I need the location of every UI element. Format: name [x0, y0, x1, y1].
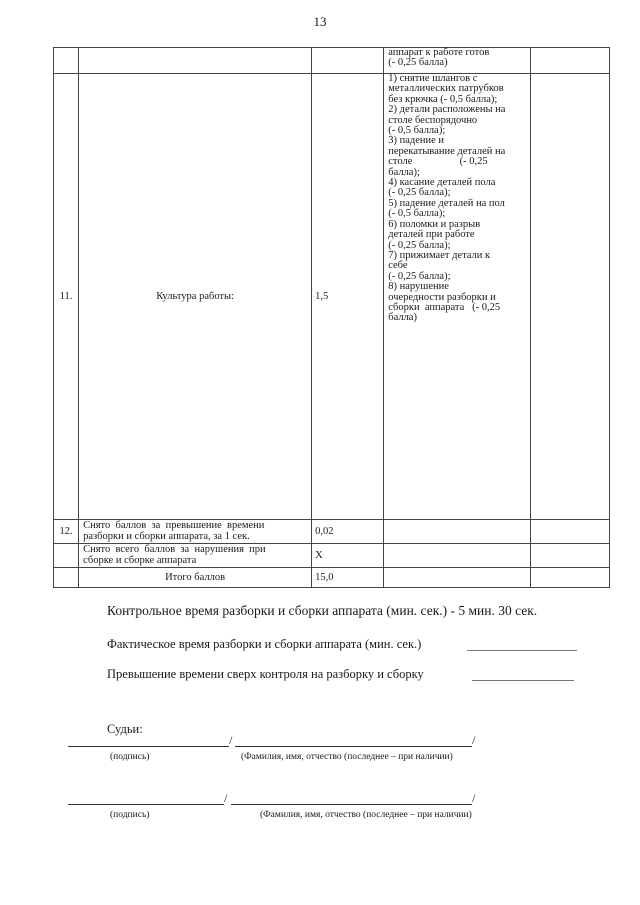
deduction-line: 3) падение и — [388, 135, 445, 147]
deduction-line: балла); — [388, 166, 420, 178]
deduction-line: 1) снятие шлангов с — [388, 73, 478, 84]
row-points — [312, 48, 384, 74]
score-table — [53, 47, 610, 588]
separator-slash: / — [472, 733, 476, 747]
deduction-line: (- 0,5 балла); — [388, 208, 446, 220]
row-deductions — [384, 568, 530, 588]
deduction-line: 2) детали расположены на — [388, 104, 506, 116]
deduction-line: (- 0,5 балла); — [388, 125, 446, 137]
deduction-line: аппарат к работе готов — [388, 47, 490, 58]
deduction-line: (- 0,25 балла); — [388, 187, 451, 199]
row-number — [54, 568, 79, 588]
criterion-line: Снято баллов за превышение времени — [83, 520, 265, 532]
row-points: 15,0 — [312, 568, 384, 588]
row-criterion-name — [79, 48, 312, 74]
deduction-line: столе (- 0,25 — [388, 156, 488, 168]
separator-slash: / — [472, 791, 476, 805]
row-number: 11. — [54, 74, 79, 520]
deduction-line: столе беспорядочно — [388, 114, 478, 126]
deduction-line: 8) нарушение — [388, 281, 449, 293]
actual-time-label: Фактическое время разборки и сборки аппарата (мин. сек.) — [107, 637, 422, 651]
deduction-line: сборки аппарата (- 0,25 — [388, 301, 501, 313]
name-line-2[interactable] — [231, 804, 472, 805]
overtime-label: Превышение времени сверх контроля на разборку и сборку — [107, 667, 424, 681]
row-deductions — [384, 520, 530, 544]
deduction-line: (- 0,25 балла); — [388, 270, 451, 282]
deduction-line: деталей при работе — [388, 229, 475, 241]
criterion-line: сборке и сборке аппарата — [83, 554, 197, 566]
row-deductions — [384, 48, 530, 74]
table-row — [54, 48, 610, 74]
row-criterion-name — [79, 544, 312, 568]
actual-time-field[interactable] — [467, 650, 577, 651]
deduction-line: очередности разборки и — [388, 291, 496, 303]
row-extra — [530, 568, 609, 588]
row-extra — [530, 74, 609, 520]
table-row — [54, 544, 610, 568]
signature-caption: (подпись) — [110, 752, 150, 762]
deduction-line: 5) падение деталей на пол — [388, 197, 505, 209]
table-row — [54, 520, 610, 544]
name-caption: (Фамилия, имя, отчество (последнее – при наличии) — [241, 752, 453, 762]
name-caption: (Фамилия, имя, отчество (последнее – при наличии) — [260, 810, 472, 820]
control-time-line: Контрольное время разборки и сборки аппарата (мин. сек.) - 5 мин. 30 сек. — [107, 603, 538, 618]
signature-caption: (подпись) — [110, 810, 150, 820]
row-points: Х — [312, 544, 384, 568]
row-criterion-name: Культура работы: — [79, 74, 312, 520]
deduction-line: (- 0,25 балла) — [388, 57, 448, 69]
deduction-line: 6) поломки и разрыв — [388, 218, 481, 230]
row-deductions — [384, 74, 530, 520]
row-number — [54, 544, 79, 568]
separator-slash: / — [229, 733, 233, 747]
signature-line-2[interactable] — [68, 804, 224, 805]
deduction-line: себе — [388, 260, 408, 272]
signature-line-1[interactable] — [68, 746, 229, 747]
row-extra — [530, 544, 609, 568]
row-criterion-name: Итого баллов — [79, 568, 312, 588]
row-extra — [530, 48, 609, 74]
judges-label: Судьи: — [107, 722, 143, 736]
row-deductions — [384, 544, 530, 568]
name-line-1[interactable] — [235, 746, 472, 747]
table-row — [54, 568, 610, 588]
row-points: 1,5 — [312, 74, 384, 520]
row-criterion-name — [79, 520, 312, 544]
deduction-line: перекатывание деталей на — [388, 145, 506, 157]
deduction-line: 7) прижимает детали к — [388, 249, 491, 261]
criterion-line: разборки и сборки аппарата, за 1 сек. — [83, 530, 250, 542]
page-number: 13 — [313, 14, 327, 29]
deduction-line: без крючка (- 0,5 балла); — [388, 93, 498, 105]
criterion-line: Снято всего баллов за нарушения при — [83, 544, 266, 556]
row-number: 12. — [54, 520, 79, 544]
row-number — [54, 48, 79, 74]
deduction-line: металлических патрубков — [388, 83, 504, 95]
overtime-field[interactable] — [472, 680, 574, 681]
row-points: 0,02 — [312, 520, 384, 544]
deduction-line: (- 0,25 балла); — [388, 239, 451, 251]
separator-slash: / — [224, 791, 228, 805]
table-row — [54, 74, 610, 520]
deduction-line: 4) касание деталей пола — [388, 177, 496, 189]
row-extra — [530, 520, 609, 544]
deduction-line: балла) — [388, 312, 417, 324]
